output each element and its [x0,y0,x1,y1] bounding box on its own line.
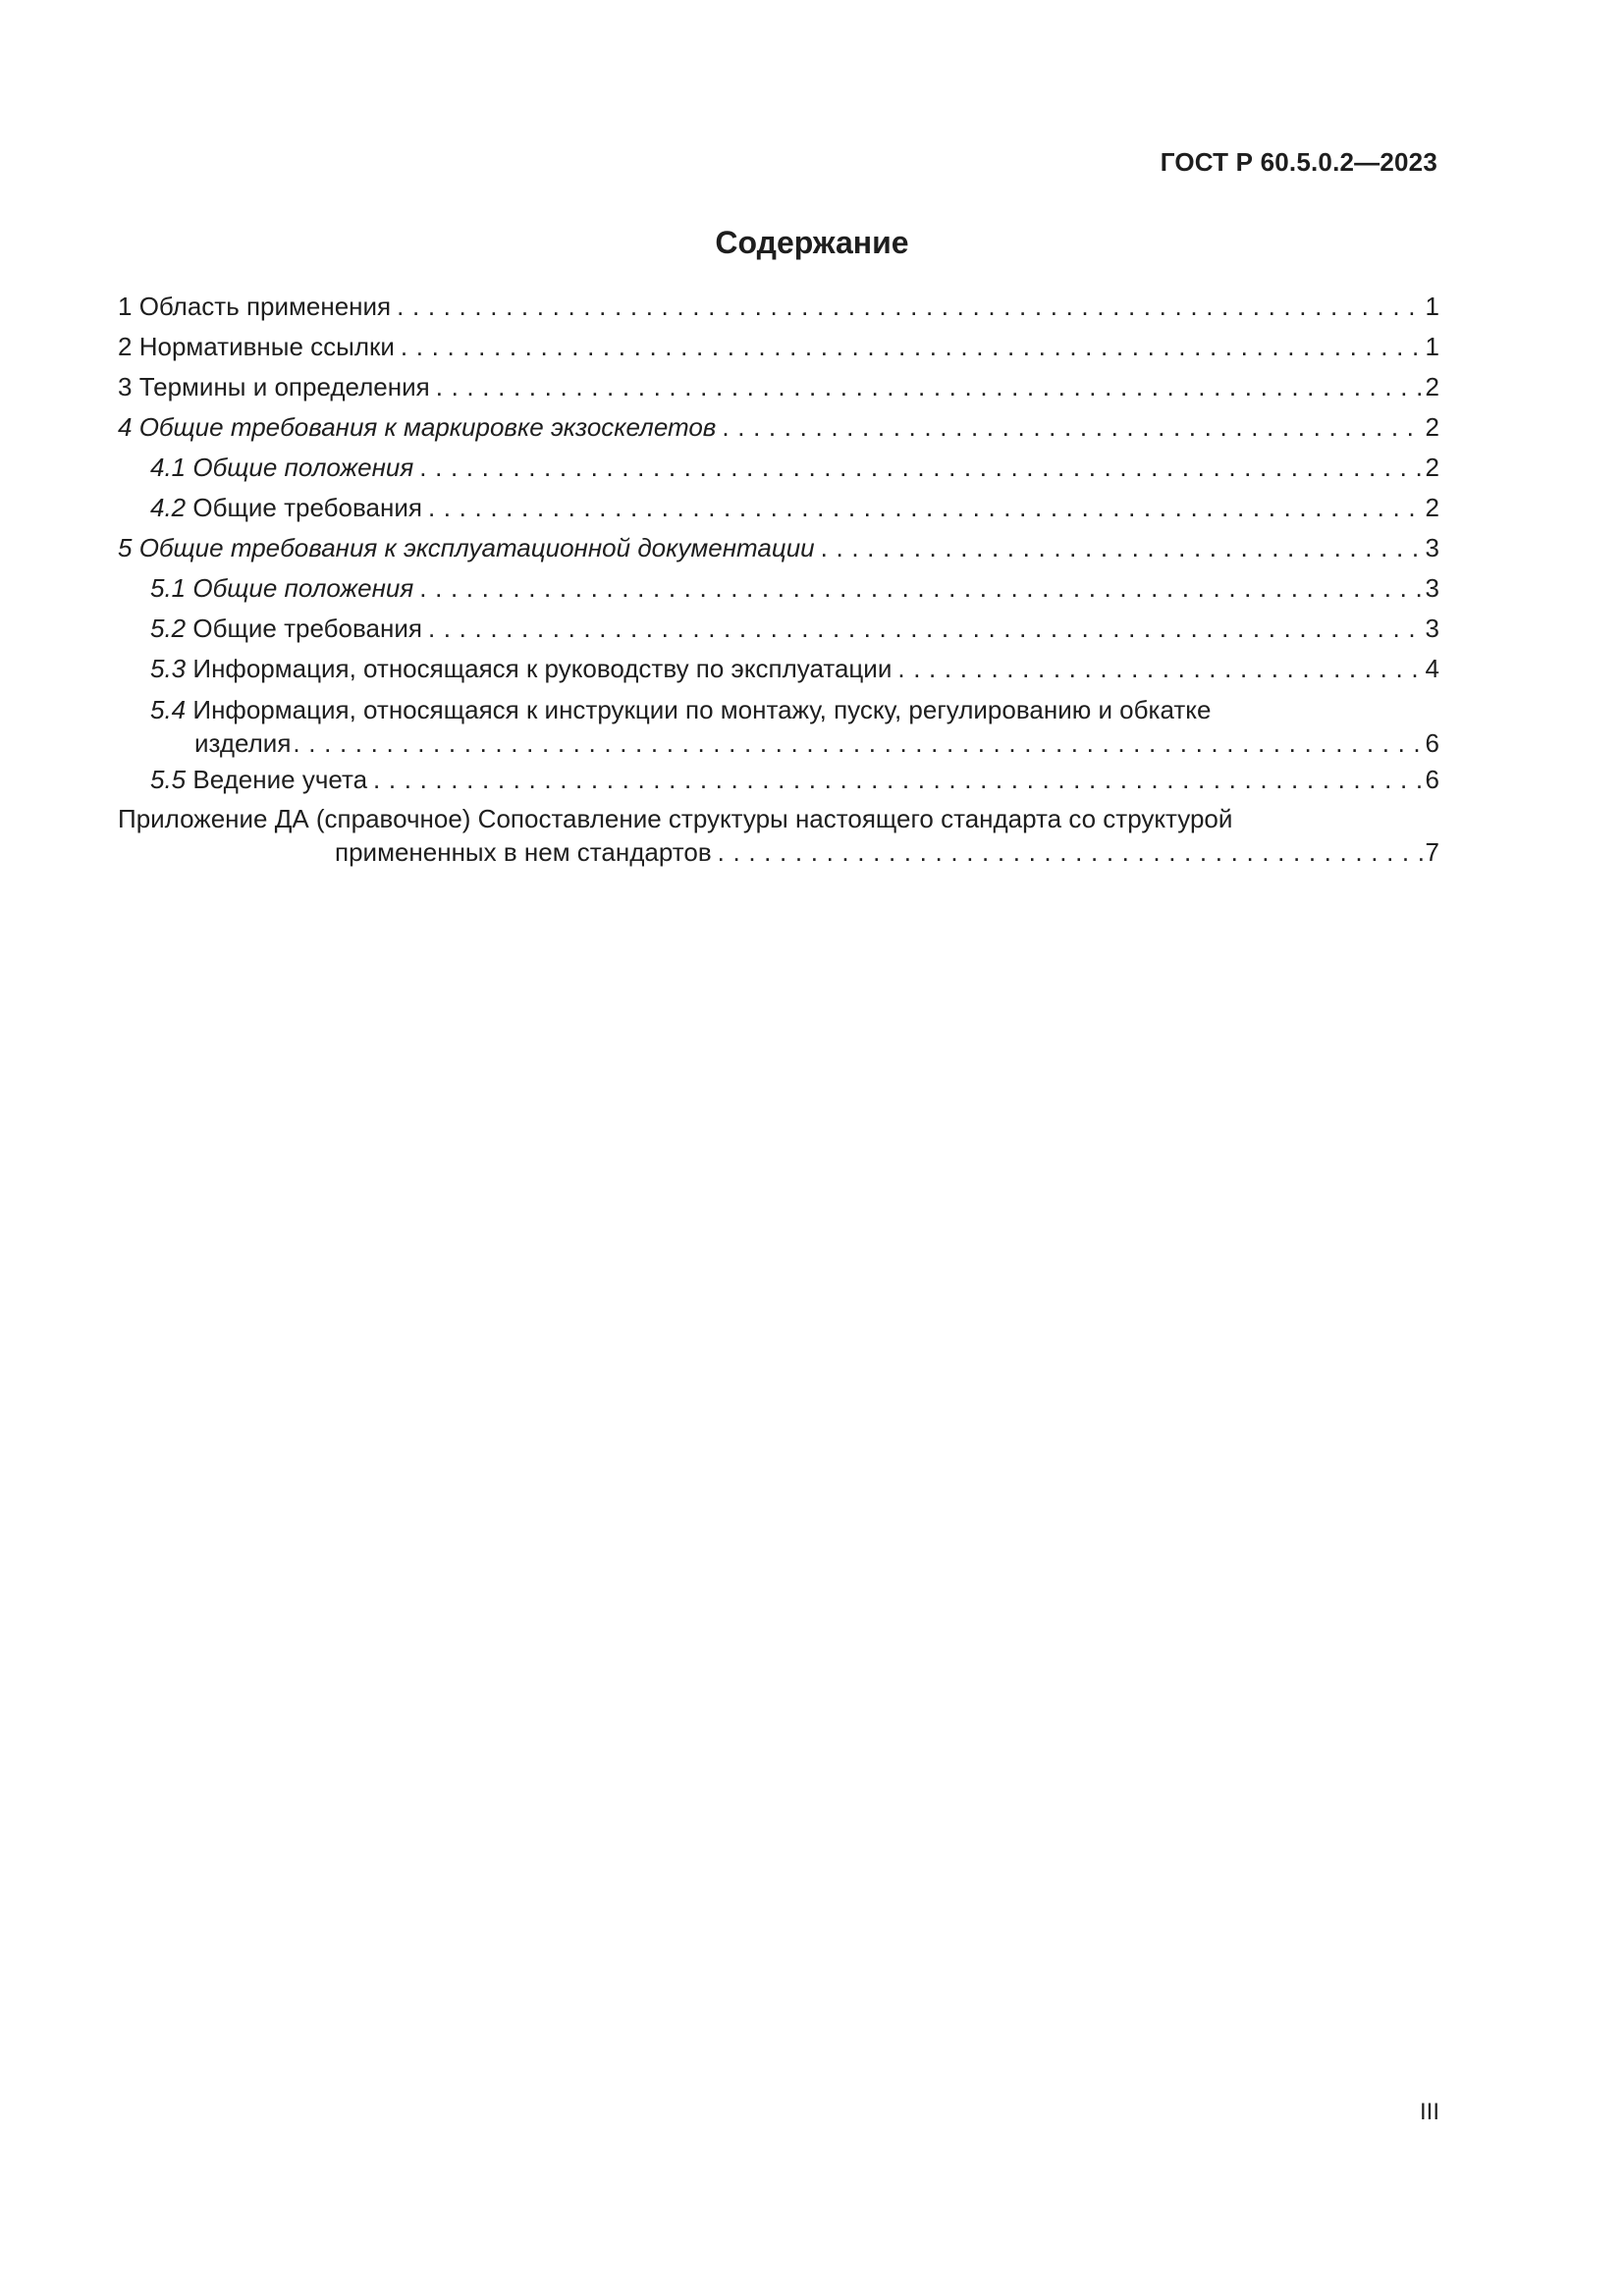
toc-entry-page: 1 [1425,332,1439,361]
toc-entry-line [118,835,1439,869]
toc-entry-label-continued: примененных в нем стандартов [335,837,712,867]
toc-entry-page: 7 [1425,837,1439,867]
toc-entry-number: 5.2 [150,614,187,643]
toc-entry-page: 2 [1425,493,1439,522]
toc-entry-number: 5 [118,533,133,562]
toc-entry-page: 2 [1425,372,1439,401]
dot-leader [373,760,1423,800]
toc-entry-label: Нормативные ссылки [138,332,395,361]
toc-entry-label-continued: изделия [194,728,292,758]
toc-entry-number: 5.4 [150,695,187,724]
toc-entry-2[interactable] [118,327,1439,367]
toc-entry-label: Информация, относящаяся к инструкции по монтажу, пуску, регулированию и обкатке [192,695,1212,724]
toc-entry-number: 4 [118,412,133,442]
toc-entry-5-4[interactable] [118,693,1439,760]
toc-entry-appendix-da[interactable] [118,802,1439,869]
toc-entry-number: 4.1 [150,453,187,482]
toc-entry-5-2[interactable] [118,609,1439,649]
toc-entry-5-5[interactable] [118,760,1439,800]
table-of-contents [118,287,1439,869]
toc-entry-4[interactable] [118,407,1439,448]
toc-entry-page: 1 [1425,292,1439,321]
toc-entry-label: Общие требования к эксплуатационной документации [138,533,815,562]
toc-entry-number: 5.1 [150,573,187,603]
dot-leader [419,568,1423,609]
toc-entry-label: Общие требования к маркировке экзоскелетов [138,412,717,442]
toc-entry-page: 2 [1425,412,1439,442]
dot-leader [397,287,1423,327]
toc-entry-label: Термины и определения [138,372,430,401]
page-number: III [1419,2099,1439,2125]
dot-leader [821,528,1424,568]
toc-entry-line: Приложение ДА (справочное) Сопоставление структуры настоящего стандарта со структурой [118,804,1233,833]
toc-entry-page: 3 [1425,614,1439,643]
dot-leader [722,407,1423,448]
dot-leader [897,649,1423,689]
dot-leader [428,609,1424,649]
toc-entry-4-2[interactable] [118,488,1439,528]
toc-entry-1[interactable] [118,287,1439,327]
toc-entry-5[interactable] [118,528,1439,568]
toc-entry-4-1[interactable] [118,448,1439,488]
toc-entry-label: Ведение учета [192,765,368,794]
toc-title: Содержание [715,225,909,260]
toc-entry-label: Общие требования [192,493,422,522]
toc-entry-page: 6 [1425,765,1439,794]
toc-entry-label: Общие положения [192,573,414,603]
toc-entry-3[interactable] [118,367,1439,407]
toc-entry-number: 3 [118,372,133,401]
toc-entry-label: Общие требования [192,614,422,643]
document-code: ГОСТ Р 60.5.0.2—2023 [1160,147,1437,177]
toc-entry-page: 3 [1425,533,1439,562]
dot-leader [419,448,1423,488]
toc-entry-line [118,693,1439,726]
toc-entry-page: 3 [1425,573,1439,603]
toc-entry-line [118,726,1439,760]
toc-entry-page: 6 [1425,728,1439,758]
dot-leader [436,367,1424,407]
toc-entry-number: 4.2 [150,493,187,522]
toc-entry-label: Общие положения [192,453,414,482]
toc-entry-page: 4 [1425,654,1439,683]
dot-leader [718,835,1424,869]
toc-entry-number: 2 [118,332,133,361]
toc-entry-5-1[interactable] [118,568,1439,609]
toc-entry-label: Информация, относящаяся к руководству по эксплуатации [192,654,893,683]
toc-entry-label: Область применения [138,292,392,321]
toc-entry-5-3[interactable] [118,649,1439,689]
toc-entry-number: 1 [118,292,133,321]
dot-leader [428,488,1424,528]
toc-entry-page: 2 [1425,453,1439,482]
dot-leader [401,327,1424,367]
toc-entry-number: 5.5 [150,765,187,794]
toc-entry-number: 5.3 [150,654,187,683]
dot-leader [293,726,1423,760]
